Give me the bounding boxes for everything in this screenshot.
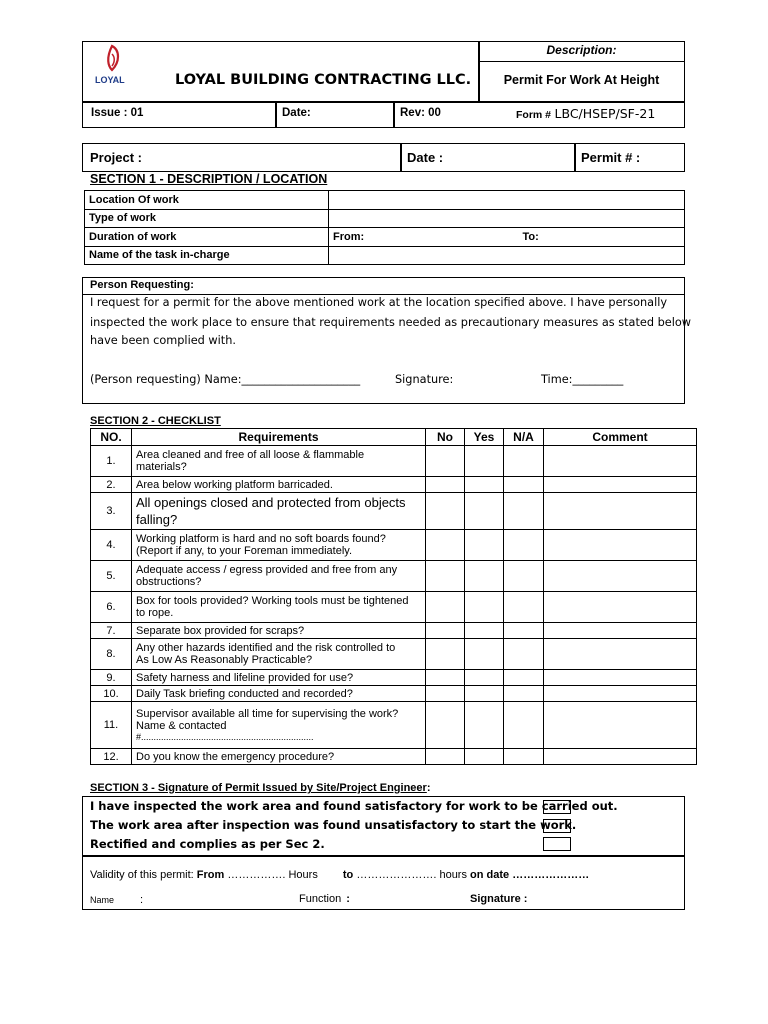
- item-number: 9.: [91, 670, 132, 686]
- function-label-text: Function: [299, 893, 342, 905]
- no-cell[interactable]: [426, 686, 465, 702]
- checklist-row: [91, 530, 697, 561]
- engineer-function-label[interactable]: [299, 893, 350, 905]
- requirement-line: Box for tools provided? Working tools must be tightened: [136, 595, 409, 607]
- header-desc-divider: [478, 61, 685, 62]
- item-requirement: [132, 592, 426, 623]
- description-label: Description:: [546, 43, 617, 57]
- comment-cell[interactable]: [544, 592, 697, 623]
- checklist-table: [90, 428, 697, 765]
- yes-cell[interactable]: [465, 749, 504, 765]
- header-issue-divider-1: [275, 101, 277, 128]
- section3-divider: [82, 855, 685, 857]
- item-number: 12.: [91, 749, 132, 765]
- no-cell[interactable]: [426, 477, 465, 493]
- item-requirement: [132, 493, 426, 530]
- yes-cell[interactable]: [465, 702, 504, 749]
- validity-to: to: [342, 869, 354, 881]
- form-number-value: LBC/HSEP/SF-21: [554, 106, 656, 121]
- comment-cell[interactable]: [544, 639, 697, 670]
- checklist-row: [91, 670, 697, 686]
- section3-title-text: SECTION 3 - Signature of Permit Issued by Site/Project Engineer: [90, 782, 427, 794]
- validity-from-hours[interactable]: ……………. Hours: [227, 869, 318, 881]
- requirement-line: Name & contacted: [136, 720, 227, 732]
- item-requirement: [132, 446, 426, 477]
- no-cell[interactable]: [426, 623, 465, 639]
- checklist-row: [91, 623, 697, 639]
- header-na: N/A: [504, 429, 544, 446]
- project-label: Project :: [90, 150, 143, 165]
- item-number: 3.: [91, 493, 132, 530]
- no-cell[interactable]: [426, 670, 465, 686]
- requirement-line: Working platform is hard and no soft boards found?: [136, 533, 386, 545]
- section1-title: SECTION 1 - DESCRIPTION / LOCATION: [90, 172, 328, 186]
- comment-cell[interactable]: [544, 623, 697, 639]
- validity-label: Validity of this permit:: [90, 869, 194, 881]
- section3-title: [90, 782, 430, 794]
- item-number: 4.: [91, 530, 132, 561]
- yes-cell[interactable]: [465, 670, 504, 686]
- person-requesting-title: Person Requesting:: [90, 279, 194, 291]
- header-issue-divider-2: [393, 101, 395, 128]
- comment-cell[interactable]: [544, 749, 697, 765]
- item-requirement: Separate box provided for scraps?: [132, 623, 426, 639]
- checklist-row: [91, 702, 697, 749]
- header-comment: Comment: [544, 429, 697, 446]
- checklist-row: [91, 639, 697, 670]
- no-cell[interactable]: [426, 749, 465, 765]
- na-cell[interactable]: [504, 477, 544, 493]
- yes-cell[interactable]: [465, 561, 504, 592]
- description-value: Permit For Work At Height: [503, 73, 660, 87]
- checklist-row: [91, 561, 697, 592]
- na-cell[interactable]: [504, 702, 544, 749]
- comment-cell[interactable]: [544, 702, 697, 749]
- validity-line: [90, 869, 589, 881]
- logo-text: LOYAL: [95, 75, 125, 85]
- requirement-line: #.....................................................................: [136, 732, 314, 742]
- checklist-row: [91, 446, 697, 477]
- type-of-work-field[interactable]: [329, 209, 685, 228]
- na-cell[interactable]: [504, 446, 544, 477]
- validity-to-hours[interactable]: …………………. hours: [356, 869, 467, 881]
- checklist-row: [91, 592, 697, 623]
- requirement-line: materials?: [136, 461, 187, 473]
- project-divider-2: [574, 143, 576, 172]
- item-requirement: Daily Task briefing conducted and recorded?: [132, 686, 426, 702]
- company-logo: [90, 44, 136, 88]
- company-name: LOYAL BUILDING CONTRACTING LLC.: [175, 72, 472, 88]
- requirement-line: to rope.: [136, 607, 174, 619]
- yes-cell[interactable]: [465, 446, 504, 477]
- comment-cell[interactable]: [544, 493, 697, 530]
- header-date-label: Date:: [282, 107, 311, 119]
- requester-signature-field[interactable]: Signature:: [395, 373, 454, 386]
- person-statement-line2: inspected the work place to ensure that requirements needed as precautionary measures as stated below: [90, 316, 692, 329]
- requirement-line: Area cleaned and free of all loose & flammable: [136, 449, 365, 461]
- item-number: 10.: [91, 686, 132, 702]
- item-requirement: [132, 561, 426, 592]
- location-of-work-field[interactable]: [329, 191, 685, 210]
- yes-cell[interactable]: [465, 623, 504, 639]
- item-requirement: Do you know the emergency procedure?: [132, 749, 426, 765]
- requirement-line: falling?: [136, 512, 178, 527]
- no-cell[interactable]: [426, 639, 465, 670]
- location-of-work-label: Location Of work: [85, 191, 329, 210]
- comment-cell[interactable]: [544, 530, 697, 561]
- validity-from: From: [196, 869, 225, 881]
- function-colon: :: [346, 893, 350, 905]
- rev-label: Rev: 00: [400, 107, 441, 119]
- option-unsatisfactory-label: The work area after inspection was found unsatisfactory to start the work.: [90, 818, 577, 832]
- na-cell[interactable]: [504, 639, 544, 670]
- section1-table: [84, 190, 685, 265]
- duration-label: Duration of work: [85, 228, 329, 247]
- item-requirement: [132, 639, 426, 670]
- section3-box: [82, 796, 685, 910]
- duration-from[interactable]: From:: [329, 228, 517, 247]
- header-row-divider: [82, 101, 685, 103]
- item-requirement: [132, 530, 426, 561]
- yes-cell[interactable]: [465, 686, 504, 702]
- project-divider-1: [400, 143, 402, 172]
- person-requesting-divider: [82, 294, 685, 295]
- form-label: Form #: [516, 109, 552, 121]
- no-cell[interactable]: [426, 446, 465, 477]
- checklist-row: [91, 686, 697, 702]
- requirement-line: Supervisor available all time for supervising the work?: [136, 708, 399, 720]
- na-cell[interactable]: [504, 686, 544, 702]
- item-number: 6.: [91, 592, 132, 623]
- duration-to[interactable]: [517, 228, 685, 247]
- na-cell[interactable]: [504, 592, 544, 623]
- yes-cell[interactable]: [465, 493, 504, 530]
- section2-title: SECTION 2 - CHECKLIST: [90, 415, 221, 427]
- permit-number-label: Permit # :: [581, 150, 641, 165]
- requirement-line: All openings closed and protected from objects: [136, 495, 406, 510]
- item-number: 5.: [91, 561, 132, 592]
- item-requirement: Safety harness and lifeline provided for use?: [132, 670, 426, 686]
- item-requirement: Area below working platform barricaded.: [132, 477, 426, 493]
- validity-on-date[interactable]: on date …………………: [470, 869, 590, 881]
- checklist-row: [91, 493, 697, 530]
- na-cell[interactable]: [504, 670, 544, 686]
- comment-cell[interactable]: [544, 686, 697, 702]
- na-cell[interactable]: [504, 561, 544, 592]
- project-date-label: Date :: [407, 150, 444, 165]
- comment-cell[interactable]: [544, 477, 697, 493]
- yes-cell[interactable]: [465, 530, 504, 561]
- na-cell[interactable]: [504, 493, 544, 530]
- no-cell[interactable]: [426, 592, 465, 623]
- no-cell[interactable]: [426, 702, 465, 749]
- comment-cell[interactable]: [544, 446, 697, 477]
- requirement-line: Adequate access / egress provided and free from any: [136, 564, 398, 576]
- form-number: [516, 106, 655, 121]
- item-number: 11.: [91, 702, 132, 749]
- checklist-header-row: [91, 429, 697, 446]
- comment-cell[interactable]: [544, 561, 697, 592]
- requirement-line: obstructions?: [136, 576, 202, 588]
- yes-cell[interactable]: [465, 639, 504, 670]
- na-cell[interactable]: [504, 623, 544, 639]
- option-unsatisfactory-checkbox[interactable]: [543, 819, 571, 833]
- item-number: 7.: [91, 623, 132, 639]
- requirement-line: As Low As Reasonably Practicable?: [136, 654, 313, 666]
- item-number: 2.: [91, 477, 132, 493]
- checklist-row: [91, 477, 697, 493]
- task-in-charge-label: Name of the task in-charge: [85, 246, 329, 265]
- requirement-line: Any other hazards identified and the risk controlled to: [136, 642, 396, 654]
- header-no: NO.: [91, 429, 132, 446]
- na-cell[interactable]: [504, 530, 544, 561]
- na-cell[interactable]: [504, 749, 544, 765]
- duration-to-label: To:: [522, 230, 539, 243]
- checklist-row: [91, 749, 697, 765]
- engineer-signature-label[interactable]: Signature :: [470, 893, 528, 905]
- header-yes: Yes: [465, 429, 504, 446]
- no-cell[interactable]: [426, 493, 465, 530]
- item-requirement: [132, 702, 426, 749]
- person-statement-line1: I request for a permit for the above mentioned work at the location specified above. I have personally: [90, 296, 668, 309]
- issue-label: Issue : 01: [91, 107, 144, 119]
- engineer-name-label: Name: [90, 895, 115, 905]
- type-of-work-label: Type of work: [85, 209, 329, 228]
- no-cell[interactable]: [426, 561, 465, 592]
- item-number: 1.: [91, 446, 132, 477]
- requester-name-field[interactable]: (Person requesting) Name:_____________________: [90, 373, 361, 386]
- person-statement-line3: have been complied with.: [90, 334, 236, 347]
- requirement-line: (Report if any, to your Foreman immediately.: [136, 545, 353, 557]
- option-satisfactory-checkbox[interactable]: [543, 800, 571, 814]
- header-requirements: Requirements: [132, 429, 426, 446]
- engineer-name-colon[interactable]: :: [140, 894, 144, 906]
- item-number: 8.: [91, 639, 132, 670]
- no-cell[interactable]: [426, 530, 465, 561]
- task-in-charge-field[interactable]: [329, 246, 685, 265]
- header-no-col: No: [426, 429, 465, 446]
- option-rectified-checkbox[interactable]: [543, 837, 571, 851]
- option-rectified-label: Rectified and complies as per Sec 2.: [90, 837, 325, 851]
- comment-cell[interactable]: [544, 670, 697, 686]
- yes-cell[interactable]: [465, 592, 504, 623]
- yes-cell[interactable]: [465, 477, 504, 493]
- option-satisfactory-label: I have inspected the work area and found satisfactory for work to be carried out.: [90, 799, 618, 813]
- requester-time-field[interactable]: Time:_________: [541, 373, 624, 386]
- section3-title-colon: :: [426, 782, 431, 794]
